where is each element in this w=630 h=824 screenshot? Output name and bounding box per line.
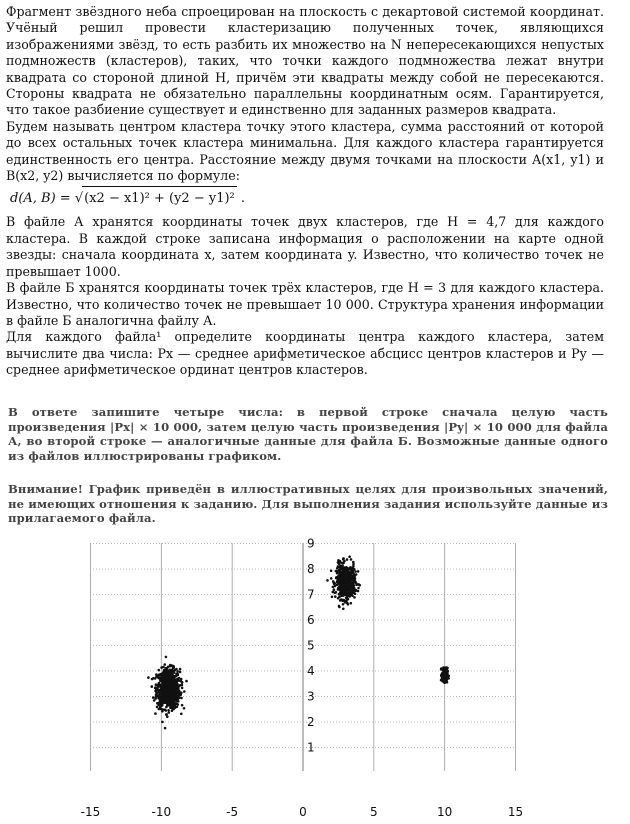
formula-lhs: d(A, B) = <box>10 191 75 207</box>
cluster-point <box>346 591 349 594</box>
cluster-point <box>346 579 349 582</box>
cluster-point <box>354 580 357 583</box>
cluster-point <box>180 678 183 681</box>
y-tick-label: 5 <box>307 638 315 653</box>
cluster-point <box>353 568 356 571</box>
cluster-point <box>171 709 174 712</box>
cluster-point <box>154 686 157 689</box>
cluster-point <box>163 669 166 672</box>
cluster-point <box>166 680 169 683</box>
x-tick-label: -5 <box>226 805 239 819</box>
cluster-point <box>175 668 178 671</box>
cluster-point <box>172 703 175 706</box>
cluster-point <box>170 684 173 687</box>
cluster-point <box>352 583 355 586</box>
cluster-point <box>332 591 335 594</box>
cluster-point <box>357 587 360 590</box>
paragraph-1: Фрагмент звёздного неба спроецирован на плоскость с декартовой системой координат. Учёный решил провести кластеризацию полученных точек, являющихся изображениями звёзд, то есть разбить их множество на N непересекающихся непустых подмножеств (кластеров), таких, что точки каждого подмножества лежат внутри квадрата со стороной длиной H, причём эти квадраты между собой не пересекаются. Стороны квадрата не обязательно параллельны координатным осям. Гарантируется, что такое разбиение существует и единственно для заданных размеров квадрата. <box>6 4 604 118</box>
paragraph-3: В файле А хранятся координаты точек двух кластеров, где H = 4,7 для каждого кластера. В каждой строке записана информация о расположении на карте одной звезды: сначала координата x, затем координата y. Известно, что количество точек не превышает 1000. <box>6 214 604 279</box>
cluster-point <box>342 608 345 611</box>
x-tick-label: 10 <box>437 805 453 819</box>
cluster-point <box>174 696 177 699</box>
cluster-point <box>338 606 341 609</box>
cluster-point <box>156 702 159 705</box>
cluster-point <box>175 686 178 689</box>
cluster-point <box>344 567 347 570</box>
cluster-point <box>150 685 153 688</box>
cluster-point <box>162 672 165 675</box>
cluster-point <box>357 570 360 573</box>
cluster-point <box>346 597 349 600</box>
cluster-point <box>180 713 183 716</box>
task-text <box>6 4 604 379</box>
x-tick-label: 15 <box>507 805 524 819</box>
cluster-point <box>348 576 351 579</box>
cluster-point <box>167 703 170 706</box>
y-tick-label: 1 <box>307 740 315 755</box>
attention-note: Внимание! График приведён в иллюстративных целях для произвольных значений, не имеющих отношения к заданию. Для выполнения задания используйте данные из прилагаемого файла. <box>8 482 608 526</box>
y-tick-label: 7 <box>307 587 315 602</box>
cluster-point <box>181 684 184 687</box>
cluster-point <box>160 702 163 705</box>
formula-radicand: (x2 − x1)² + (y2 − y1)² <box>82 186 237 211</box>
cluster-point <box>179 671 182 674</box>
cluster-point <box>350 573 353 576</box>
cluster-point <box>343 587 346 590</box>
cluster-point <box>440 667 443 670</box>
distance-formula: d(A, B) = √(x2 − x1)² + (y2 − y1)² . <box>10 186 604 211</box>
cluster-point <box>155 694 158 697</box>
cluster-point <box>345 600 348 603</box>
answer-instructions: В ответе запишите четыре числа: в первой строке сначала целую часть произведения |Px| × 10 000, затем целую часть произведения |Py| × 10 000 для файла А, во второй строке — аналогичные данные для файла Б. Возможные данные одного из файлов иллюстрированы графиком. <box>8 405 608 463</box>
cluster-point <box>169 706 172 709</box>
cluster-point <box>155 691 158 694</box>
cluster-point <box>166 670 169 673</box>
cluster-point <box>332 586 335 589</box>
cluster-point <box>333 588 336 591</box>
cluster-point <box>160 697 163 700</box>
cluster-point <box>171 695 174 698</box>
cluster-point <box>339 583 342 586</box>
cluster-point <box>342 590 345 593</box>
cluster-point <box>341 584 344 587</box>
cluster-point <box>181 704 184 707</box>
cluster-point <box>178 694 181 697</box>
cluster-point <box>185 680 188 683</box>
cluster-point <box>355 573 358 576</box>
cluster-point <box>173 690 176 693</box>
cluster-point <box>164 663 167 666</box>
cluster-point <box>175 692 178 695</box>
cluster-point <box>350 558 353 561</box>
cluster-point <box>170 688 173 691</box>
cluster-point <box>164 727 167 730</box>
cluster-point <box>348 555 351 558</box>
y-tick-label: 6 <box>307 613 315 627</box>
scatter-chart <box>0 525 630 824</box>
cluster-point <box>155 673 158 676</box>
cluster-point <box>147 676 150 679</box>
cluster-point <box>160 693 163 696</box>
cluster-point <box>342 603 345 606</box>
cluster-point <box>180 697 183 700</box>
cluster-point <box>166 677 169 680</box>
cluster-point <box>167 700 170 703</box>
cluster-point <box>180 691 183 694</box>
cluster-point <box>166 693 169 696</box>
cluster-point <box>354 592 357 595</box>
cluster-point <box>164 690 167 693</box>
cluster-point <box>331 596 334 599</box>
cluster-point <box>330 577 333 580</box>
cluster-point <box>152 696 155 699</box>
cluster-point <box>334 595 337 598</box>
cluster-point <box>183 707 186 710</box>
cluster-point <box>169 676 172 679</box>
cluster-point <box>165 709 168 712</box>
cluster-point <box>157 697 160 700</box>
cluster-point <box>165 713 168 716</box>
cluster-point <box>354 570 357 573</box>
cluster-point <box>172 667 175 670</box>
cluster-point <box>176 670 179 673</box>
cluster-point <box>165 695 168 698</box>
cluster-point <box>183 690 186 693</box>
cluster-point <box>340 580 343 583</box>
paragraph-5: Для каждого файла¹ определите координаты центра каждого кластера, затем вычислите два числа: Px — среднее арифметическое абсцисс центров кластеров и Py — среднее арифметическое ординат центров кластеров. <box>6 329 604 378</box>
cluster-point <box>336 570 339 573</box>
x-tick-label: 5 <box>370 805 378 819</box>
cluster-point <box>177 688 180 691</box>
cluster-point <box>337 579 340 582</box>
cluster-point <box>442 668 445 671</box>
cluster-point <box>351 591 354 594</box>
cluster-point <box>155 683 158 686</box>
cluster-point <box>159 706 162 709</box>
cluster-point <box>173 683 176 686</box>
y-tick-label: 8 <box>307 562 315 576</box>
cluster-point <box>168 711 171 714</box>
cluster-point <box>340 571 343 574</box>
cluster-point <box>179 668 182 671</box>
cluster-point <box>171 674 174 677</box>
cluster-point <box>445 680 448 683</box>
cluster-point <box>342 593 345 596</box>
y-tick-label: 3 <box>307 689 315 704</box>
cluster-point <box>350 602 353 605</box>
y-tick-label: 4 <box>307 664 315 678</box>
cluster-point <box>447 675 450 678</box>
cluster-point <box>162 666 165 669</box>
x-tick-label: -15 <box>80 805 101 819</box>
cluster-point <box>152 677 155 680</box>
y-tick-label: 2 <box>307 715 315 729</box>
cluster-point <box>357 590 360 593</box>
cluster-point <box>346 569 349 572</box>
cluster-point <box>173 699 176 702</box>
cluster-point <box>154 712 157 715</box>
cluster-point <box>160 686 163 689</box>
cluster-point <box>158 690 161 693</box>
cluster-point <box>353 596 356 599</box>
cluster-point <box>353 587 356 590</box>
cluster-point <box>173 671 176 674</box>
cluster-point <box>340 598 343 601</box>
paragraph-4: В файле Б хранятся координаты точек трёх кластеров, где H = 3 для каждого кластера. Известно, что количество точек не превышает 10 000. Структура хранения информации в файле Б аналогична файлу А. <box>6 280 604 328</box>
cluster-point <box>176 706 179 709</box>
cluster-point <box>349 584 352 587</box>
cluster-point <box>161 721 164 724</box>
cluster-point <box>338 574 341 577</box>
cluster-point <box>341 564 344 567</box>
cluster-point <box>163 680 166 683</box>
cluster-point <box>352 561 355 564</box>
x-tick-label: 0 <box>299 805 307 819</box>
cluster-point <box>344 571 347 574</box>
cluster-point <box>338 593 341 596</box>
cluster-point <box>162 686 165 689</box>
cluster-point <box>153 699 156 702</box>
cluster-point <box>181 687 184 690</box>
cluster-point <box>346 558 349 561</box>
cluster-point <box>442 673 445 676</box>
cluster-point <box>175 674 178 677</box>
paragraph-2: Будем называть центром кластера точку этого кластера, сумма расстояний от которой до всех остальных точек кластера минимальна. Для каждого кластера гарантируется единственность его центра. Расстояние между двумя точками на плоскости A(x1, y1) и B(x2, y2) вычисляется по формуле: <box>6 118 604 184</box>
cluster-point <box>351 576 354 579</box>
cluster-point <box>342 558 345 561</box>
cluster-point <box>353 577 356 580</box>
cluster-point <box>167 709 170 712</box>
cluster-point <box>334 582 337 585</box>
cluster-point <box>166 715 169 718</box>
cluster-point <box>343 577 346 580</box>
y-tick-label: 9 <box>307 536 315 551</box>
x-tick-label: -10 <box>151 805 172 819</box>
formula-end: . <box>236 191 246 207</box>
cluster-point <box>159 684 162 687</box>
cluster-point <box>344 583 347 586</box>
cluster-point <box>173 705 176 708</box>
cluster-point <box>345 594 348 597</box>
cluster-point <box>352 565 355 568</box>
cluster-point <box>441 678 444 681</box>
cluster-point <box>335 591 338 594</box>
cluster-point <box>337 565 340 568</box>
cluster-point <box>358 584 361 587</box>
cluster-point <box>349 581 352 584</box>
cluster-point <box>326 579 329 582</box>
cluster-point <box>330 570 333 573</box>
cluster-point <box>337 559 340 562</box>
cluster-point <box>340 577 343 580</box>
cluster-point <box>158 669 161 672</box>
cluster-point <box>164 701 167 704</box>
cluster-point <box>165 656 168 659</box>
